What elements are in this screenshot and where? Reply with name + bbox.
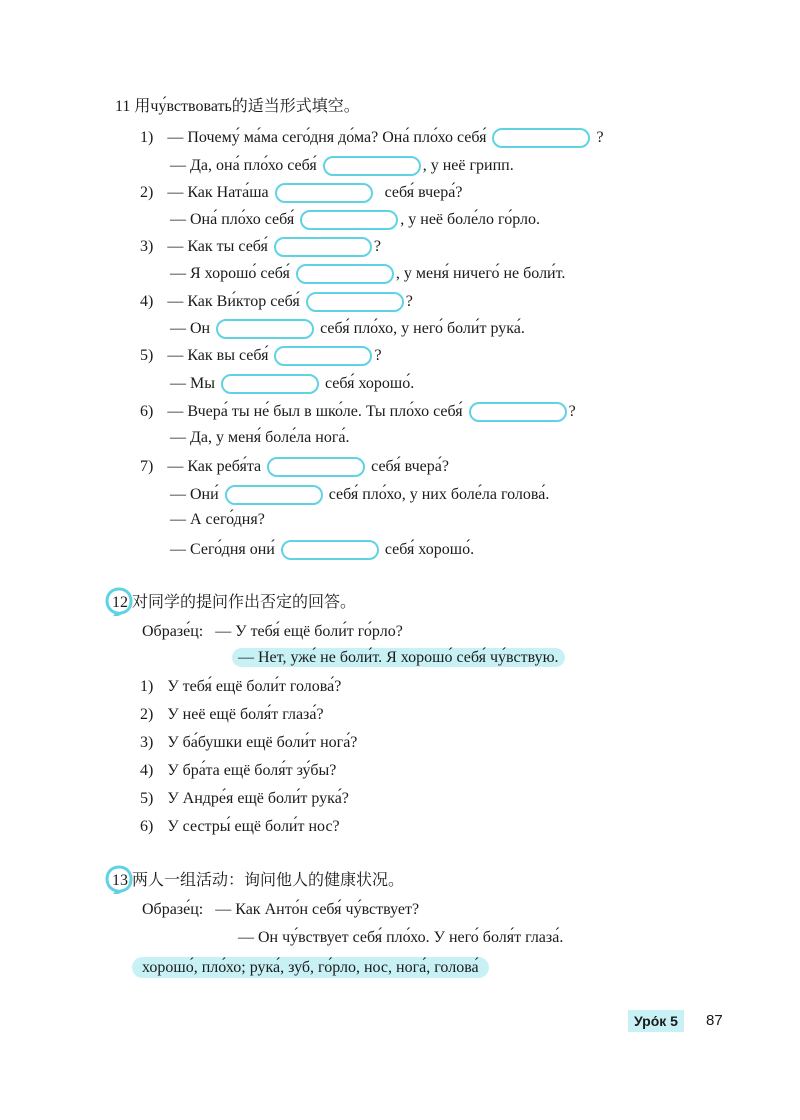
item-text: — Сего́дня они́ [170,541,275,558]
item-text: — Мы [170,375,215,392]
ex11-item-3-b [170,264,565,284]
sample-answer: — Он чу́вствует себя́ пло́хо. У него́ боля́т глаза́. [238,929,564,946]
word-bank-highlight: хорошо́, пло́хо; рука́, зуб, го́рло, нос, нога́, голова́ [132,957,489,978]
item-number: 6) [140,403,154,420]
ex12-instruction: 对同学的提问作出否定的回答。 [132,592,357,611]
ex11-instruction-prefix: 用 [134,96,151,115]
item-text-end: себя́ хорошо́. [324,375,415,392]
item-number: 2) [140,706,154,723]
answer-blank[interactable] [323,156,421,176]
ex11-item-2-a [140,183,462,203]
ex13-word-bank [132,958,489,978]
answer-blank[interactable] [274,237,372,257]
ex11-item-4-a [140,292,413,312]
ex12-header [112,592,356,613]
ex11-item-7-c [170,510,265,530]
item-number: 5) [140,790,154,807]
item-text-end: себя́ хорошо́. [384,541,475,558]
item-text-end: ? [374,347,382,364]
ex12-sample-a [232,648,565,668]
ex11-item-2-b [170,210,540,230]
item-text-end: ? [568,403,576,420]
ex11-header [115,96,360,117]
answer-blank[interactable] [274,346,372,366]
item-text: — Он [170,320,211,337]
answer-blank[interactable] [225,485,323,505]
ex12-item-5 [140,789,349,809]
item-text-end: себя́ пло́хо, у них боле́ла голова́. [328,486,550,503]
answer-blank[interactable] [275,183,373,203]
ex11-instruction-word: чу́вствовать [150,98,232,115]
item-text: — Она́ пло́хо себя́ [170,211,295,228]
ex13-number: 13 [112,872,128,889]
ex11-item-7-a [140,457,449,477]
answer-blank[interactable] [267,457,365,477]
page-number: 87 [706,1012,723,1029]
item-text: — А сего́дня? [170,511,265,528]
item-text: У бра́та ещё боля́т зу́бы? [167,762,337,779]
item-text-end: себя́ вчера́? [371,458,449,475]
answer-blank[interactable] [221,374,319,394]
ex13-sample-q [142,900,419,920]
ex12-item-1 [140,677,341,697]
ex11-item-7-b [170,485,549,505]
item-text-end: , у неё боле́ло го́рло. [400,211,540,228]
ex11-item-3-a [140,237,381,257]
ex11-item-6-b [170,428,350,448]
item-text: — Как ты себя́ [167,238,268,255]
ex11-item-4-b [170,319,525,339]
item-number: 7) [140,458,154,475]
lesson-label: Уро́к 5 [628,1010,684,1032]
answer-blank[interactable] [300,210,398,230]
sample-answer-highlight: — Нет, уже́ не боли́т. Я хорошо́ себя́ чу́вствую. [232,648,565,667]
item-text: У сестры́ ещё боли́т нос? [167,818,340,835]
item-text: — Вчера́ ты не́ был в шко́ле. Ты пло́хо себя́ [167,403,463,420]
ex11-item-1-a [140,128,604,148]
item-text: — Да, она́ пло́хо себя́ [170,157,317,174]
answer-blank[interactable] [469,402,567,422]
ex12-item-2 [140,705,324,725]
sample-label: Образе́ц: [142,623,204,640]
item-text: У Андре́я ещё боли́т рука́? [167,790,349,807]
item-text: У неё ещё боля́т глаза́? [167,706,324,723]
item-text: У ба́бушки ещё боли́т нога́? [167,734,358,751]
item-number: 6) [140,818,154,835]
item-number: 1) [140,129,154,146]
item-text-end: ? [405,293,413,310]
item-number: 5) [140,347,154,364]
item-text-end: себя́ пло́хо, у него́ боли́т рука́. [320,320,525,337]
item-number: 2) [140,184,154,201]
item-number: 3) [140,238,154,255]
item-text: — Как вы себя́ [167,347,269,364]
answer-blank[interactable] [216,319,314,339]
sample-question: — Как Анто́н себя́ чу́вствует? [215,901,420,918]
item-text-end: , у неё грипп. [422,157,514,174]
ex13-instruction: 两人一组活动：询问他人的健康状况。 [132,870,405,889]
item-text: — Как Ната́ша [167,184,269,201]
ex11-number: 11 [115,98,131,115]
ex11-item-1-b [170,156,514,176]
ex11-item-7-d [170,540,474,560]
ex12-item-4 [140,761,336,781]
item-text: У тебя́ ещё боли́т голова́? [167,678,342,695]
ex12-item-6 [140,817,340,837]
ex11-instruction-suffix: 的适当形式填空。 [231,96,360,115]
sample-label: Образе́ц: [142,901,204,918]
item-text-end: , у меня́ ничего́ не боли́т. [395,265,566,282]
item-text: — Они́ [170,486,219,503]
item-number: 1) [140,678,154,695]
answer-blank[interactable] [281,540,379,560]
ex13-header [112,870,404,891]
ex11-item-5-b [170,374,414,394]
item-text: — Как Ви́ктор себя́ [167,293,300,310]
answer-blank[interactable] [492,128,590,148]
ex12-sample-q [142,622,403,642]
item-text-end: себя́ вчера́? [384,184,463,201]
item-number: 4) [140,293,154,310]
ex11-item-5-a [140,346,382,366]
ex11-item-6-a [140,402,576,422]
item-text: — Да, у меня́ боле́ла нога́. [170,429,350,446]
answer-blank[interactable] [306,292,404,312]
item-text: — Почему́ ма́ма сего́дня до́ма? Она́ пло́хо себя́ [167,129,487,146]
item-text-end: ? [373,238,382,255]
item-number: 3) [140,734,154,751]
item-text: — Как ребя́та [167,458,262,475]
item-text: — Я хорошо́ себя́ [170,265,290,282]
answer-blank[interactable] [296,264,394,284]
item-text-end: ? [596,129,604,146]
ex13-sample-a [238,928,563,948]
sample-question: — У тебя́ ещё боли́т го́рло? [215,623,403,640]
ex12-number: 12 [112,594,128,611]
ex12-item-3 [140,733,357,753]
item-number: 4) [140,762,154,779]
